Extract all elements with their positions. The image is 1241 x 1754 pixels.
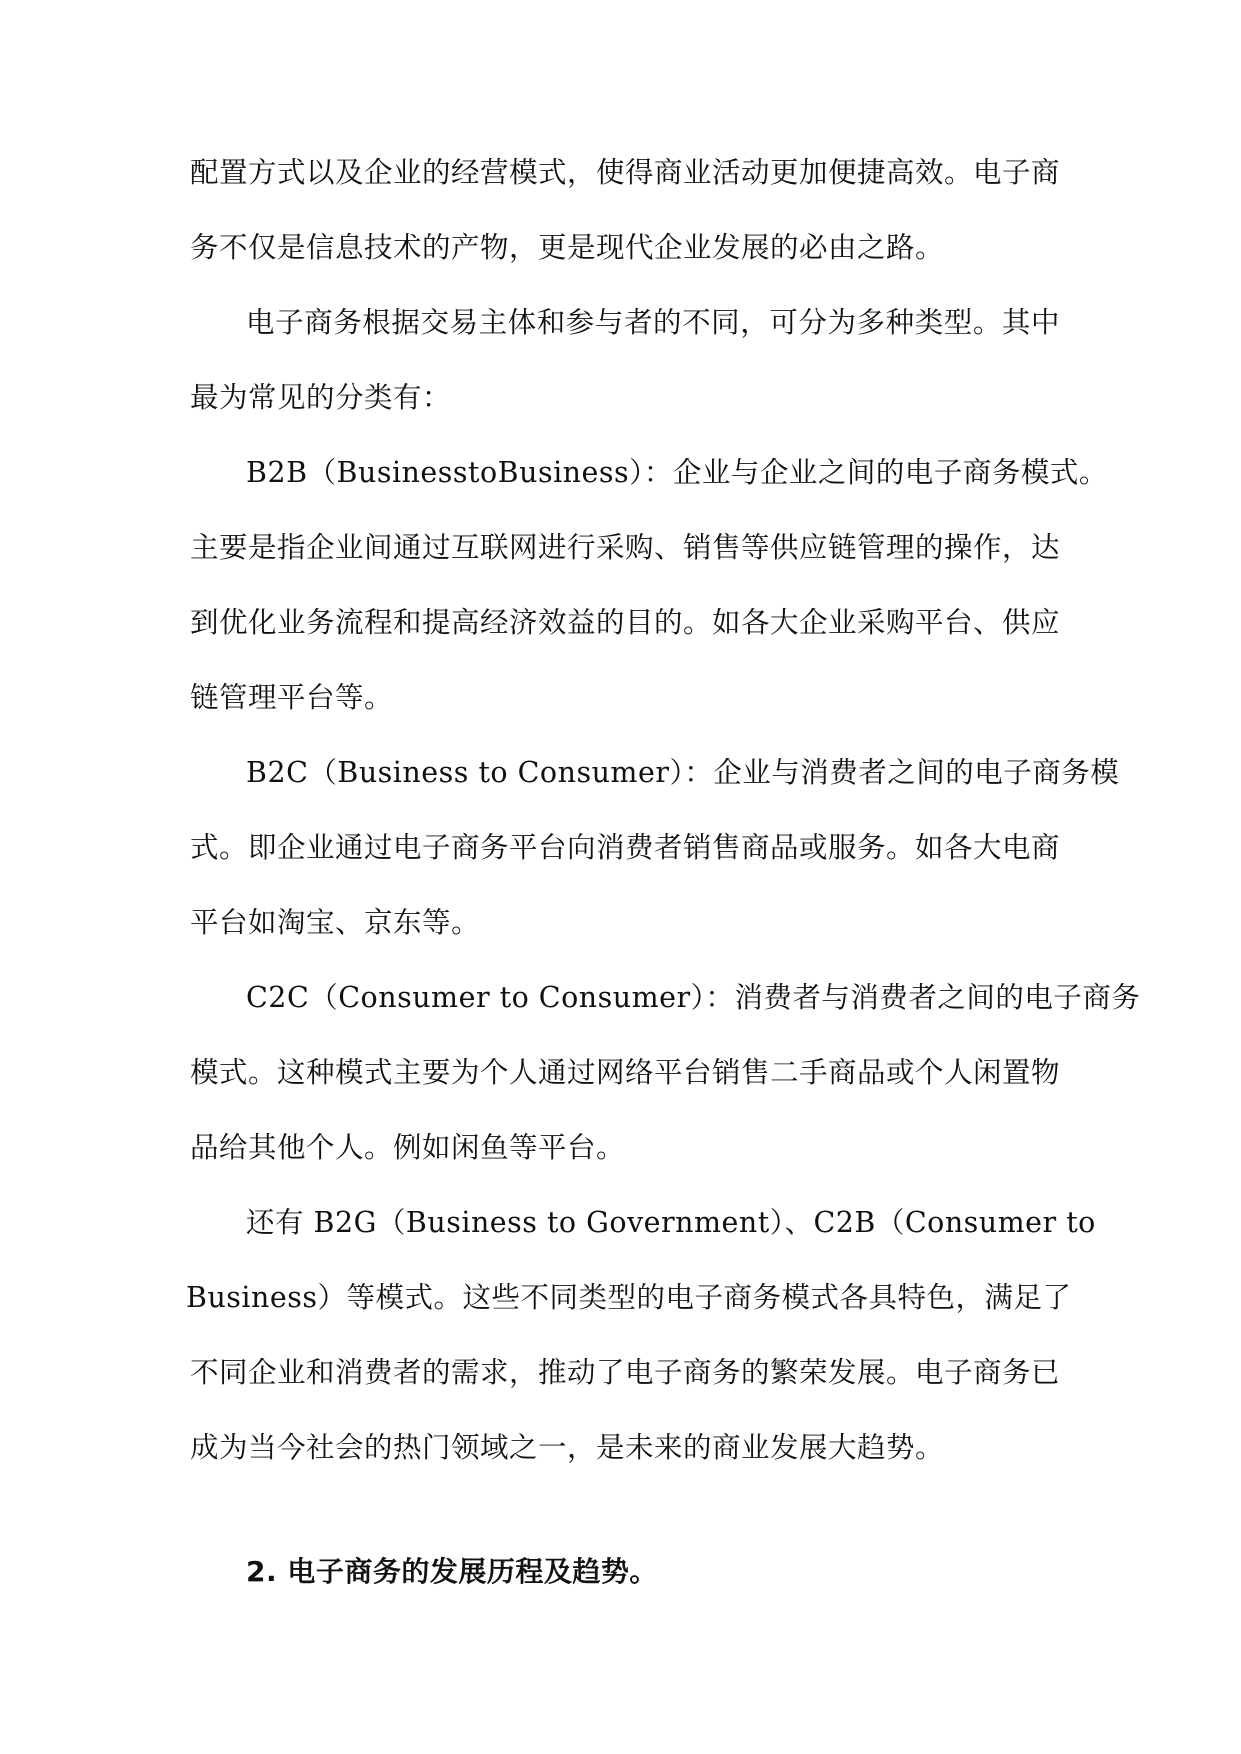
paragraph-line: 模式。这种模式主要为个人通过网络平台销售二手商品或个人闲置物 [190, 1056, 1061, 1089]
paragraph-line: 务不仅是信息技术的产物，更是现代企业发展的必由之路。 [190, 231, 945, 264]
paragraph-line: 还有 B2G（Business to Government）、C2B（Consumer to [246, 1206, 1096, 1239]
paragraph-line: 链管理平台等。 [190, 681, 394, 714]
paragraph-line: 最为常见的分类有： [190, 381, 452, 414]
paragraph-line: Business）等模式。这些不同类型的电子商务模式各具特色，满足了 [186, 1281, 1072, 1314]
paragraph-line: B2B（BusinesstoBusiness）：企业与企业之间的电子商务模式。 [246, 456, 1108, 489]
paragraph-line: C2C（Consumer to Consumer）：消费者与消费者之间的电子商务 [246, 981, 1141, 1014]
paragraph-line: 不同企业和消费者的需求，推动了电子商务的繁荣发展。电子商务已 [190, 1356, 1061, 1389]
paragraph-line: 平台如淘宝、京东等。 [190, 906, 481, 939]
section-heading: 2. 电子商务的发展历程及趋势。 [246, 1555, 658, 1588]
paragraph-line: 品给其他个人。例如闲鱼等平台。 [190, 1131, 626, 1164]
paragraph-line: 式。即企业通过电子商务平台向消费者销售商品或服务。如各大电商 [190, 831, 1061, 864]
paragraph-line: 到优化业务流程和提高经济效益的目的。如各大企业采购平台、供应 [190, 606, 1061, 639]
paragraph-line: B2C（Business to Consumer）：企业与消费者之间的电子商务模 [246, 756, 1120, 789]
paragraph-line: 配置方式以及企业的经营模式，使得商业活动更加便捷高效。电子商 [190, 156, 1061, 189]
paragraph-line: 电子商务根据交易主体和参与者的不同，可分为多种类型。其中 [246, 306, 1060, 339]
paragraph-line: 成为当今社会的热门领域之一，是未来的商业发展大趋势。 [190, 1431, 945, 1464]
paragraph-line: 主要是指企业间通过互联网进行采购、销售等供应链管理的操作，达 [190, 531, 1061, 564]
